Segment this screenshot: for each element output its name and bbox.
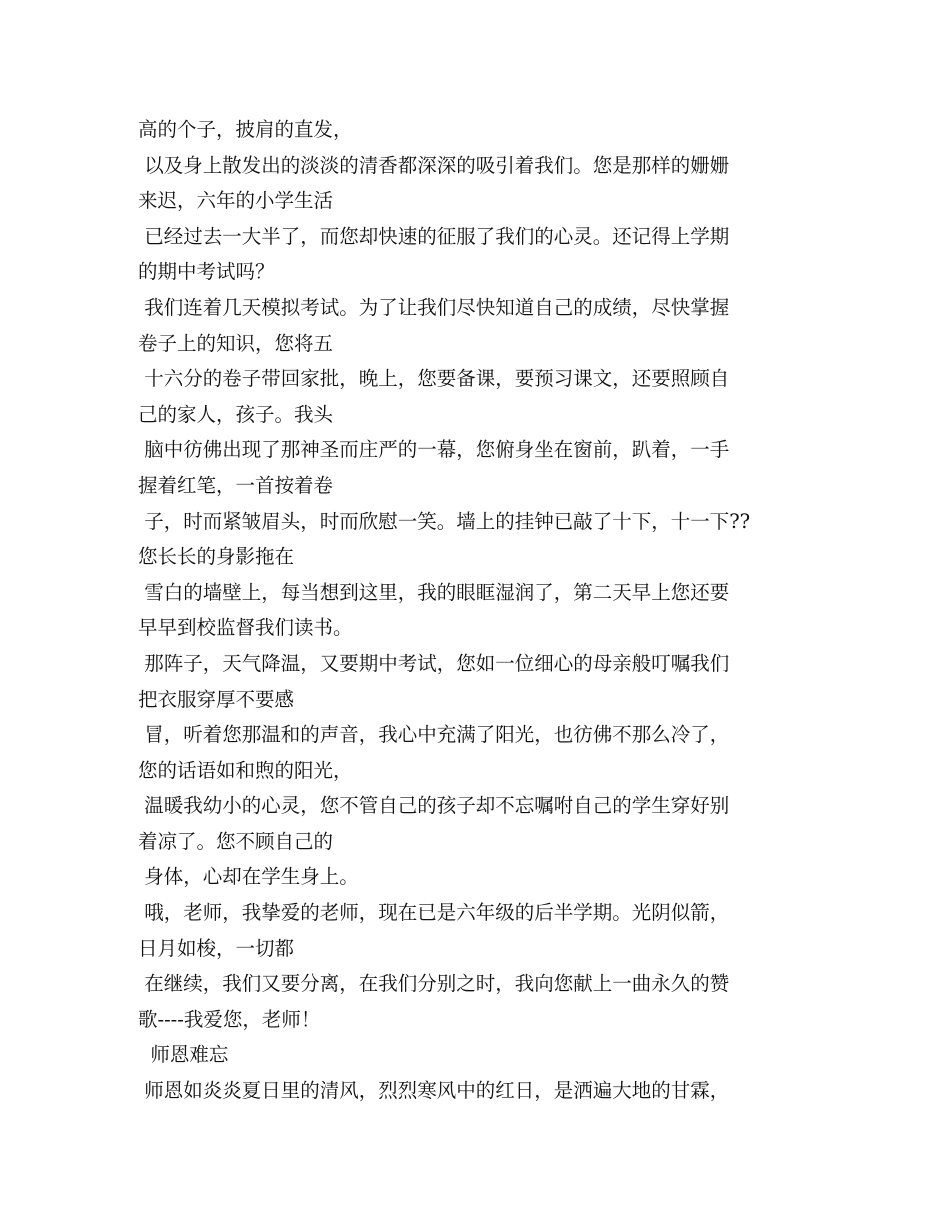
text-line: 身体，心却在学生身上。 [138,865,359,889]
text-line: 日月如梭，一切都 [138,936,295,960]
text-line: 高的个子，披肩的直发， [138,118,353,141]
text-line: 那阵子，天气降温，又要期中考试，您如一位细心的母亲般叮嘱我们 [138,651,730,675]
text-line: 己的家人，孩子。我头 [138,402,334,426]
text-line: 早早到校监督我们读书。 [138,616,353,640]
text-line: 已经过去一大半了，而您却快速的征服了我们的心灵。还记得上学期 [138,224,730,248]
text-line: 师恩如炎炎夏日里的清风，烈烈寒风中的红日，是洒遍大地的甘霖， [138,1079,730,1103]
text-line: 十六分的卷子带回家批，晚上，您要备课，要预习课文，还要照顾自 [138,367,730,391]
text-line: 您长长的身影拖在 [138,545,295,569]
document-body [138,112,828,1109]
section-heading: 师恩难忘 [138,1043,229,1067]
text-line: 的期中考试吗？ [138,260,275,284]
text-line: 歌----我爱您，老师！ [138,1007,321,1031]
text-line: 握着红笔，一首按着卷 [138,473,334,497]
text-line: 冒，听着您那温和的声音，我心中充满了阳光，也彷佛不那么冷了， [138,723,730,747]
text-line: 脑中彷佛出现了那神圣而庄严的一幕，您俯身坐在窗前，趴着，一手 [138,438,730,462]
text-line: 在继续，我们又要分离，在我们分别之时，我向您献上一曲永久的赞 [138,972,730,996]
text-line: 我们连着几天模拟考试。为了让我们尽快知道自己的成绩，尽快掌握 [138,295,730,319]
text-line: 雪白的墙壁上，每当想到这里，我的眼眶湿润了，第二天早上您还要 [138,580,730,604]
text-line: 温暖我幼小的心灵，您不管自己的孩子却不忘嘱咐自己的学生穿好别 [138,794,730,818]
text-line: 您的话语如和煦的阳光， [138,758,353,782]
text-line: 着凉了。您不顾自己的 [138,829,334,853]
text-line: 子，时而紧皱眉头，时而欣慰一笑。墙上的挂钟已敲了十下，十一下?? [138,509,751,533]
text-line: 以及身上散发出的淡淡的清香都深深的吸引着我们。您是那样的姗姗 [138,153,730,177]
text-line: 来迟，六年的小学生活 [138,189,334,213]
text-line: 哦，老师，我挚爱的老师，现在已是六年级的后半学期。光阴似箭， [138,901,730,925]
text-line: 卷子上的知识，您将五 [138,331,334,355]
text-line: 把衣服穿厚不要感 [138,687,295,711]
